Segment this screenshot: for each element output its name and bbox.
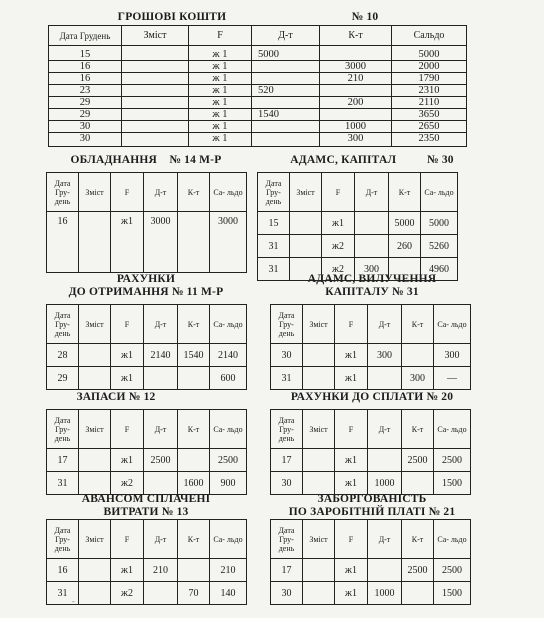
- receivables-title-line1: РАХУНКИ: [116, 273, 176, 285]
- payables-title: РАХУНКИ ДО СПЛАТИ № 20: [290, 391, 454, 403]
- table-cell: [79, 582, 111, 605]
- equipment-title: ОБЛАДНАННЯ № 14 М-Р: [70, 154, 222, 166]
- header-folio: F: [335, 410, 368, 449]
- cash-cell: 15: [49, 46, 122, 61]
- header-balance: Са- льдо: [210, 410, 247, 449]
- cash-cell: 16: [49, 73, 122, 85]
- table-row: [258, 235, 458, 258]
- header-content: Зміст: [303, 520, 335, 559]
- table-row: [271, 559, 471, 582]
- header-credit: К-т: [402, 305, 434, 344]
- table-cell: 5000: [389, 212, 421, 235]
- receivables-title-line2: ДО ОТРИМАННЯ № 11 М-Р: [68, 286, 224, 298]
- table-cell: [303, 582, 335, 605]
- capital-header-row: [258, 173, 458, 212]
- table-row: [47, 449, 247, 472]
- header-credit: К-т: [178, 173, 210, 212]
- header-debit: Д-т: [144, 410, 178, 449]
- header-debit: Д-т: [144, 520, 178, 559]
- cash-cell: [320, 109, 392, 121]
- table-cell: 17: [271, 449, 303, 472]
- cash-cell: 3650: [392, 109, 467, 121]
- table-cell: 300: [368, 344, 402, 367]
- table-cell: 300: [355, 258, 389, 281]
- table-cell: ж1: [335, 472, 368, 495]
- table-cell: 210: [210, 559, 247, 582]
- table-cell: 30: [271, 472, 303, 495]
- header-debit: Д-т: [368, 410, 402, 449]
- table-cell: 2500: [402, 449, 434, 472]
- table-cell: 16: [47, 212, 79, 273]
- cash-cell: 23: [49, 85, 122, 97]
- page-mark: -: [72, 597, 75, 606]
- table-cell: [178, 212, 210, 273]
- table-cell: [303, 367, 335, 390]
- cash-cell: 2650: [392, 121, 467, 133]
- table-cell: ж2: [111, 472, 144, 495]
- table-cell: 3000: [210, 212, 247, 273]
- header-balance: Сальдо: [392, 26, 467, 46]
- header-balance: Са- льдо: [210, 305, 247, 344]
- header-date: Дата Гру- день: [47, 520, 79, 559]
- header-credit: К-т: [389, 173, 421, 212]
- header-balance: Са- льдо: [210, 520, 247, 559]
- table-cell: 1000: [368, 472, 402, 495]
- table-row: [47, 344, 247, 367]
- table-cell: 17: [271, 559, 303, 582]
- table-cell: [355, 212, 389, 235]
- header-content: Зміст: [122, 26, 189, 46]
- table-cell: 15: [258, 212, 290, 235]
- cash-row: [49, 61, 467, 73]
- table-cell: ж2: [111, 582, 144, 605]
- table-cell: 30: [271, 582, 303, 605]
- table-cell: 5000: [421, 212, 458, 235]
- cash-cell: ж 1: [189, 109, 252, 121]
- receivables-header-row: [47, 305, 247, 344]
- table-cell: 2500: [434, 559, 471, 582]
- table-cell: [303, 559, 335, 582]
- table-cell: [178, 367, 210, 390]
- header-content: Зміст: [79, 305, 111, 344]
- cash-cell: 300: [320, 133, 392, 147]
- cash-row: [49, 46, 467, 61]
- table-row: [47, 212, 247, 273]
- header-folio: F: [111, 410, 144, 449]
- table-cell: [178, 449, 210, 472]
- table-cell: 31: [47, 582, 79, 605]
- cash-row: [49, 121, 467, 133]
- cash-cell: [122, 61, 189, 73]
- table-cell: 2500: [210, 449, 247, 472]
- cash-cell: [122, 109, 189, 121]
- table-cell: 2140: [210, 344, 247, 367]
- table-cell: [402, 344, 434, 367]
- header-debit: Д-т: [368, 520, 402, 559]
- header-content: Зміст: [79, 173, 111, 212]
- cash-cell: [122, 73, 189, 85]
- header-balance: Са- льдо: [421, 173, 458, 212]
- header-date: Дата Гру- день: [47, 305, 79, 344]
- cash-cell: ж 1: [189, 46, 252, 61]
- cash-cell: 1540: [252, 109, 320, 121]
- cash-cell: ж 1: [189, 121, 252, 133]
- capital-ledger-table: [257, 172, 458, 281]
- cash-cell: [252, 97, 320, 109]
- header-content: Зміст: [290, 173, 322, 212]
- cash-row: [49, 97, 467, 109]
- supplies-ledger-table: [46, 409, 247, 495]
- table-cell: 28: [47, 344, 79, 367]
- cash-title: ГРОШОВІ КОШТИ: [117, 11, 227, 23]
- table-cell: 5260: [421, 235, 458, 258]
- table-cell: ж1: [335, 344, 368, 367]
- table-cell: [290, 258, 322, 281]
- table-cell: 1600: [178, 472, 210, 495]
- cash-cell: 30: [49, 133, 122, 147]
- cash-row: [49, 133, 467, 147]
- cash-cell: [252, 121, 320, 133]
- table-cell: [368, 449, 402, 472]
- payables-header-row: [271, 410, 471, 449]
- cash-cell: 29: [49, 97, 122, 109]
- cash-cell: 5000: [392, 46, 467, 61]
- table-cell: [303, 449, 335, 472]
- table-cell: ж1: [111, 344, 144, 367]
- table-cell: 31: [258, 235, 290, 258]
- table-cell: [144, 582, 178, 605]
- table-cell: ж1: [335, 582, 368, 605]
- table-row: [47, 559, 247, 582]
- header-folio: F: [189, 26, 252, 46]
- cash-cell: [252, 73, 320, 85]
- cash-cell: 3000: [320, 61, 392, 73]
- table-cell: ж1: [111, 367, 144, 390]
- cash-cell: 210: [320, 73, 392, 85]
- cash-cell: ж 1: [189, 73, 252, 85]
- table-cell: 300: [402, 367, 434, 390]
- header-date: Дата Гру- день: [47, 410, 79, 449]
- table-cell: 4960: [421, 258, 458, 281]
- cash-cell: [252, 133, 320, 147]
- header-date: Дата Грудень: [49, 26, 122, 46]
- cash-cell: [320, 85, 392, 97]
- withdrawals-header-row: [271, 305, 471, 344]
- table-cell: [79, 472, 111, 495]
- cash-cell: [122, 121, 189, 133]
- table-row: [271, 472, 471, 495]
- table-cell: 2500: [402, 559, 434, 582]
- header-credit: К-т: [178, 305, 210, 344]
- wages-header-row: [271, 520, 471, 559]
- table-row: [47, 582, 247, 605]
- header-credit: К-т: [320, 26, 392, 46]
- wages-title-line1: ЗАБОРГОВАНІСТЬ: [317, 493, 427, 505]
- header-folio: F: [111, 305, 144, 344]
- table-cell: ж1: [335, 449, 368, 472]
- table-row: [271, 582, 471, 605]
- table-cell: 300: [434, 344, 471, 367]
- table-cell: [368, 367, 402, 390]
- cash-cell: 16: [49, 61, 122, 73]
- table-cell: 30: [271, 344, 303, 367]
- table-cell: [290, 235, 322, 258]
- table-cell: 900: [210, 472, 247, 495]
- table-cell: [79, 559, 111, 582]
- header-date: Дата Гру- день: [271, 520, 303, 559]
- table-cell: 31: [271, 367, 303, 390]
- table-cell: ж1: [111, 212, 144, 273]
- header-balance: Са- льдо: [434, 305, 471, 344]
- header-folio: F: [335, 305, 368, 344]
- header-debit: Д-т: [252, 26, 320, 46]
- table-cell: 140: [210, 582, 247, 605]
- header-credit: К-т: [402, 410, 434, 449]
- header-date: Дата Гру- день: [271, 410, 303, 449]
- cash-cell: ж 1: [189, 97, 252, 109]
- table-row: [271, 344, 471, 367]
- table-cell: ж2: [322, 235, 355, 258]
- cash-row: [49, 109, 467, 121]
- cash-cell: 2000: [392, 61, 467, 73]
- table-cell: ж1: [322, 212, 355, 235]
- withdrawals-ledger-table: [270, 304, 471, 390]
- cash-cell: [122, 85, 189, 97]
- table-cell: [79, 449, 111, 472]
- cash-cell: ж 1: [189, 61, 252, 73]
- cash-cell: 1790: [392, 73, 467, 85]
- table-cell: 70: [178, 582, 210, 605]
- table-cell: [303, 472, 335, 495]
- table-cell: [79, 344, 111, 367]
- cash-cell: 29: [49, 109, 122, 121]
- header-content: Зміст: [303, 305, 335, 344]
- table-row: [47, 472, 247, 495]
- table-cell: ж1: [111, 559, 144, 582]
- table-cell: 31: [258, 258, 290, 281]
- cash-cell: ж 1: [189, 85, 252, 97]
- table-cell: 2500: [144, 449, 178, 472]
- prepaid-title-line2: ВИТРАТИ № 13: [103, 506, 189, 518]
- table-cell: 1000: [368, 582, 402, 605]
- cash-cell: 520: [252, 85, 320, 97]
- table-cell: [355, 235, 389, 258]
- header-content: Зміст: [79, 520, 111, 559]
- table-cell: [79, 367, 111, 390]
- table-row: [271, 449, 471, 472]
- cash-cell: [122, 46, 189, 61]
- cash-cell: 1000: [320, 121, 392, 133]
- cash-cell: 2350: [392, 133, 467, 147]
- table-cell: 1540: [178, 344, 210, 367]
- table-cell: ж2: [322, 258, 355, 281]
- header-debit: Д-т: [368, 305, 402, 344]
- table-cell: 260: [389, 235, 421, 258]
- prepaid-header-row: [47, 520, 247, 559]
- table-cell: ж1: [335, 559, 368, 582]
- header-credit: К-т: [402, 520, 434, 559]
- table-cell: 600: [210, 367, 247, 390]
- cash-cell: 2110: [392, 97, 467, 109]
- cash-cell: [252, 61, 320, 73]
- table-cell: 1500: [434, 582, 471, 605]
- header-debit: Д-т: [144, 173, 178, 212]
- header-balance: Са- льдо: [210, 173, 247, 212]
- table-cell: 2500: [434, 449, 471, 472]
- header-content: Зміст: [303, 410, 335, 449]
- table-cell: 31: [47, 472, 79, 495]
- supplies-header-row: [47, 410, 247, 449]
- table-cell: [402, 472, 434, 495]
- cash-cell: 30: [49, 121, 122, 133]
- cash-cell: [122, 97, 189, 109]
- table-cell: 1500: [434, 472, 471, 495]
- table-cell: 3000: [144, 212, 178, 273]
- table-cell: [144, 472, 178, 495]
- table-cell: [368, 559, 402, 582]
- table-cell: 2140: [144, 344, 178, 367]
- table-cell: [144, 367, 178, 390]
- header-folio: F: [111, 173, 144, 212]
- table-row: [258, 212, 458, 235]
- header-credit: К-т: [178, 520, 210, 559]
- header-balance: Са- льдо: [434, 520, 471, 559]
- header-date: Дата Гру- день: [47, 173, 79, 212]
- table-cell: ж1: [335, 367, 368, 390]
- cash-cell: [320, 46, 392, 61]
- payables-ledger-table: [270, 409, 471, 495]
- table-cell: ж1: [111, 449, 144, 472]
- header-folio: F: [335, 520, 368, 559]
- table-cell: 210: [144, 559, 178, 582]
- header-balance: Са- льдо: [434, 410, 471, 449]
- equipment-ledger-table: [46, 172, 247, 273]
- capital-title: АДАМС, КАПІТАЛ № 30: [290, 154, 454, 166]
- header-date: Дата Гру- день: [258, 173, 290, 212]
- receivables-ledger-table: [46, 304, 247, 390]
- table-row: [258, 258, 458, 281]
- header-debit: Д-т: [144, 305, 178, 344]
- table-cell: —: [434, 367, 471, 390]
- table-cell: [178, 559, 210, 582]
- header-credit: К-т: [178, 410, 210, 449]
- table-cell: [402, 582, 434, 605]
- cash-cell: ж 1: [189, 133, 252, 147]
- table-cell: 17: [47, 449, 79, 472]
- header-folio: F: [322, 173, 355, 212]
- supplies-title: ЗАПАСИ № 12: [76, 391, 156, 403]
- table-cell: [389, 258, 421, 281]
- header-content: Зміст: [79, 410, 111, 449]
- cash-number: № 10: [351, 11, 379, 23]
- table-cell: [79, 212, 111, 273]
- cash-cell: 5000: [252, 46, 320, 61]
- cash-cell: [122, 133, 189, 147]
- withdrawals-title-line2: КАПІТАЛУ № 31: [325, 286, 419, 298]
- cash-ledger-table: [48, 25, 467, 147]
- cash-row: [49, 85, 467, 97]
- header-date: Дата Гру- день: [271, 305, 303, 344]
- table-cell: [290, 212, 322, 235]
- cash-header-row: [49, 26, 467, 46]
- cash-cell: 2310: [392, 85, 467, 97]
- wages-ledger-table: [270, 519, 471, 605]
- cash-row: [49, 73, 467, 85]
- prepaid-title-line1: АВАНСОМ СПЛАЧЕНІ: [81, 493, 211, 505]
- table-row: [47, 367, 247, 390]
- cash-cell: 200: [320, 97, 392, 109]
- table-cell: [303, 344, 335, 367]
- table-cell: 29: [47, 367, 79, 390]
- wages-title-line2: ПО ЗАРОБІТНІЙ ПЛАТІ № 21: [288, 506, 456, 518]
- header-folio: F: [111, 520, 144, 559]
- header-debit: Д-т: [355, 173, 389, 212]
- equipment-header-row: [47, 173, 247, 212]
- table-row: [271, 367, 471, 390]
- prepaid-ledger-table: [46, 519, 247, 605]
- withdrawals-title-line1: АДАМС, ВИЛУЧЕННЯ: [307, 273, 437, 285]
- table-cell: 16: [47, 559, 79, 582]
